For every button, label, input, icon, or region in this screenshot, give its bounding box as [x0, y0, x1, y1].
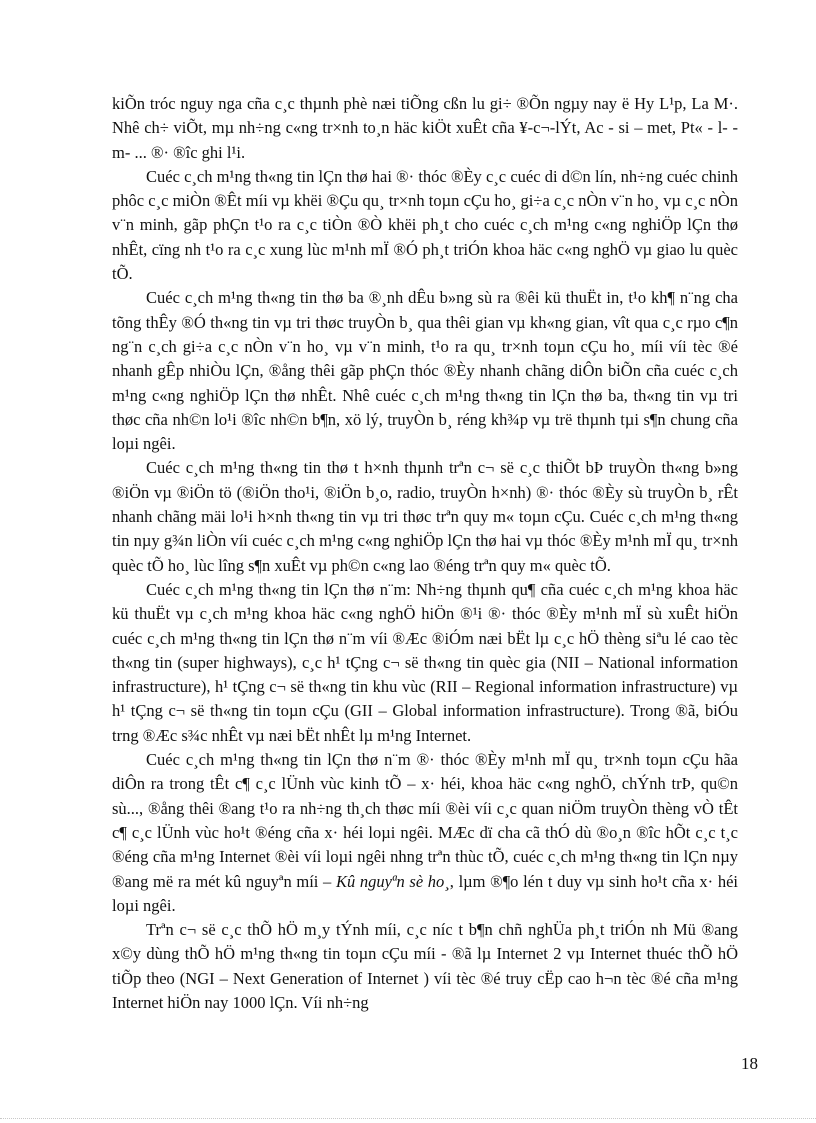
- paragraph-text: Cuéc c¸ch m¹ng th«ng tin lÇn thø n¨m: Nh÷ng thµnh qu¶ cña cuéc c¸ch m¹ng khoa häc kü thuËt vµ c¸ch m¹ng khoa häc c«ng nghÖ hiÖn ®¹i ®· thóc ®Èy m¹nh mÏ sù xuÊt hiÖn cuéc c¸ch m¹ng th«ng tin lÇn thø n¨m víi ®Æc ®iÓm næi bËt lµ c¸c hÖ thèng siªu lé cao tèc th«ng tin (super highways), c¸c h¹ tÇng c¬ së th«ng tin quèc gia (NII – National information infrastructure), h¹ tÇng c¬ së th«ng tin khu vùc (RII – Regional information infrastructure) vµ h¹ tÇng c¬ së th«ng tin toµn cÇu (GII – Global information infrastructure). Trong ®ã, biÓu trng ®Æc s¾c nhÊt vµ næi bËt nhÊt lµ m¹ng Internet.: [112, 579, 738, 745]
- paragraph-text: kiÕn tróc nguy nga cña c¸c thµnh phè næi tiÕng cßn lu gi÷ ®Õn ngµy nay ë Hy L¹p, La M·. Nhê ch÷ viÕt, mµ nh÷ng c«ng tr×nh to¸n häc kiÖt xuÊt cña ¥-c¬-lÝt, Ac - si – met, Pt« - l- - m- ... ®· ®îc ghi l¹i.: [112, 94, 738, 162]
- paragraph: [112, 918, 738, 1015]
- italic-phrase: Kû nguyªn sè ho¸: [335, 871, 450, 891]
- paragraph-text: Cuéc c¸ch m¹ng th«ng tin thø ba ®¸nh dÊu b»ng sù ra ®êi kü thuËt in, t¹o kh¶ n¨ng cha tõng thÊy ®Ó th«ng tin vµ tri thøc truyÒn b¸ qua thêi gian vµ kh«ng gian, vît qua c¸c rµo c¶n ng¨n c¸ch gi÷a c¸c nÒn v¨n ho¸ vµ v¨n minh, t¹o ra qu¸ tr×nh toµn cÇu ho¸ míi víi tèc ®é nhanh gÊp nhiÒu lÇn, ®ång thêi gãp phÇn thóc ®Èy nhanh chãng diÔn biÕn cña cuéc c¸ch m¹ng c«ng nghiÖp lÇn thø nhÊt. Nhê cuéc c¸ch m¹ng th«ng tin lÇn thø ba, th«ng tin vµ tri thøc cña nh©n lo¹i ®îc nh©n b¶n, xö lý, truyÒn b¸ réng kh¾p vµ trë thµnh tµi s¶n chung cña loµi ngêi.: [112, 288, 738, 454]
- paragraph-text: Cuéc c¸ch m¹ng th«ng tin thø t h×nh thµnh trªn c¬ së c¸c thiÕt bÞ truyÒn th«ng b»ng ®iÖn vµ ®iÖn tö (®iÖn tho¹i, ®iÖn b¸o, radio, truyÒn h×nh) ®· thóc ®Èy sù truyÒn b¸ rÊt nhanh chãng mäi lo¹i h×nh th«ng tin vµ tri thøc trªn quy m« toµn cÇu. Cuéc c¸ch m¹ng th«ng tin nµy g¾n liÒn víi cuéc c¸ch m¹ng c«ng nghiÖp lÇn thø hai vµ thóc ®Èy m¹nh mÏ qu¸ tr×nh quèc tÕ ho¸ lùc lîng s¶n xuÊt vµ ph©n c«ng lao ®éng trªn quy m« quèc tÕ.: [112, 458, 738, 575]
- paragraph-text: Trªn c¬ së c¸c thÕ hÖ m¸y tÝnh míi, c¸c níc t b¶n chñ nghÜa ph¸t triÓn nh Mü ®ang x©y dùng thÕ hÖ m¹ng th«ng tin toµn cÇu míi - ®ã lµ Internet 2 vµ Internet thuéc thÕ hÖ tiÕp theo (NGI – Next Generation of Internet ) víi tèc ®é truy cËp cao h¬n tèc ®é cña m¹ng Internet hiÖn nay 1000 lÇn. Víi nh÷ng: [112, 920, 738, 1012]
- paragraph-text: Cuéc c¸ch m¹ng th«ng tin lÇn thø hai ®· thóc ®Èy c¸c cuéc di d©n lín, nh÷ng cuéc chinh phôc c¸c miÒn ®Êt míi vµ khëi ®Çu qu¸ tr×nh toµn cÇu ho¸ gi÷a c¸c nÒn v¨n ho¸ vµ c¸c nÒn v¨n minh, gãp phÇn t¹o ra c¸c tiÒn ®Ò khëi ph¸t cho cuéc c¸ch m¹ng c«ng nghiÖp lÇn thø nhÊt, cïng nh t¹o ra c¸c xung lùc m¹nh mÏ ®Ó ph¸t triÓn khoa häc c«ng nghÖ vµ giao lu quèc tÕ.: [112, 166, 738, 284]
- paragraph-text: , lµm ®¶o lén t duy vµ sinh ho¹t cña x· héi loµi ngêi.: [112, 871, 738, 915]
- paragraph: [112, 456, 738, 577]
- body-text: [112, 92, 738, 1015]
- footer-divider: [0, 1118, 816, 1119]
- paragraph: [112, 578, 738, 748]
- paragraph-text: Cuéc c¸ch m¹ng th«ng tin lÇn thø n¨m ®· thóc ®Èy m¹nh mÏ qu¸ tr×nh toµn cÇu hãa diÔn ra trong tÊt c¶ c¸c lÜnh vùc kinh tÕ – x· héi, khoa häc c«ng nghÖ, chÝnh trÞ, qu©n sù..., ®ång thêi ®ang t¹o ra nh÷ng th¸ch thøc míi ®èi víi c¸c quan niÖm truyÒn thèng vÒ tÊt c¶ c¸c lÜnh vùc ho¹t ®éng cña x· héi loµi ngêi. MÆc dï cha cã thÓ dù ®o¸n ®îc hÕt c¸c t¸c ®éng cña m¹ng Internet ®èi víi loµi ngêi nhng trªn thùc tÕ, cuéc c¸ch m¹ng th«ng tin lÇn nµy ®ang më ra mét kû nguyªn míi –: [112, 750, 738, 891]
- page-number: 18: [741, 1054, 758, 1073]
- paragraph: [112, 165, 738, 286]
- paragraph: [112, 92, 738, 165]
- paragraph: [112, 748, 738, 918]
- paragraph: [112, 286, 738, 456]
